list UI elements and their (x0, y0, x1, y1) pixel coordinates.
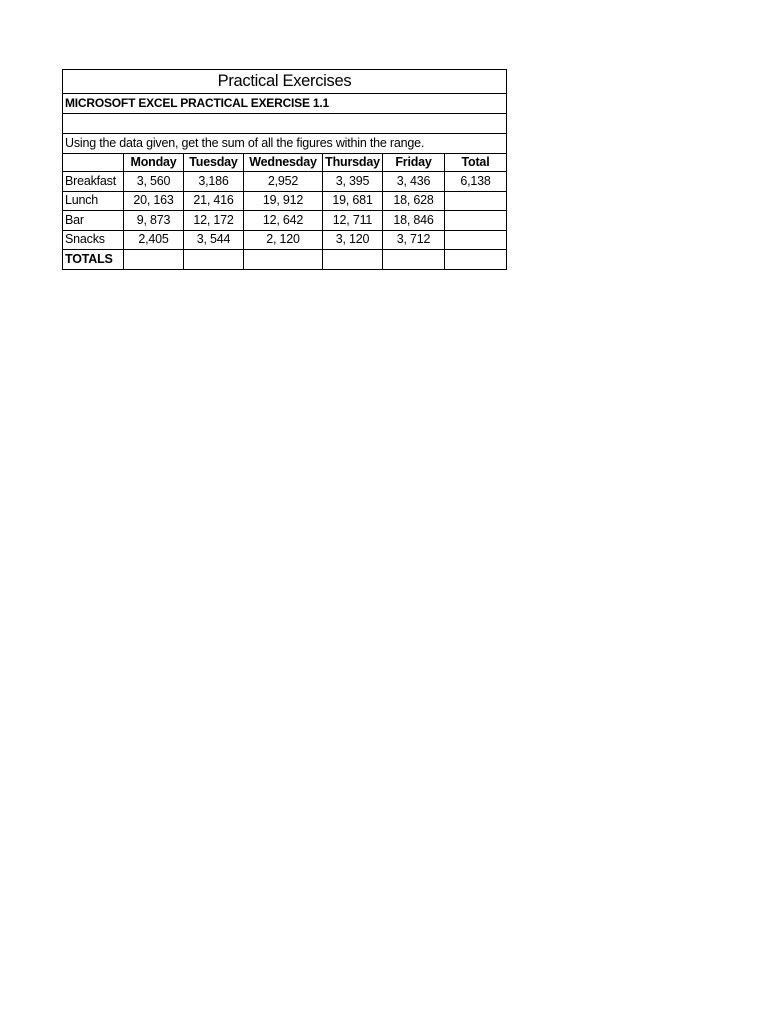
data-cell[interactable] (383, 250, 445, 270)
data-cell[interactable]: 3, 395 (323, 172, 383, 192)
data-cell[interactable]: 3, 712 (383, 230, 445, 250)
data-cell[interactable]: 12, 642 (244, 211, 323, 231)
blank-cell[interactable] (63, 114, 507, 134)
total-cell[interactable] (445, 250, 507, 270)
header-cell-tuesday[interactable]: Tuesday (184, 154, 244, 172)
table-row-lunch (63, 191, 507, 211)
data-cell[interactable] (124, 250, 184, 270)
row-label[interactable]: TOTALS (63, 250, 124, 270)
instruction-row (63, 134, 507, 154)
instruction-text[interactable]: Using the data given, get the sum of all the figures within the range. (63, 134, 507, 154)
table-row-totals (63, 250, 507, 270)
row-label[interactable]: Breakfast (63, 172, 124, 192)
data-cell[interactable]: 3,186 (184, 172, 244, 192)
header-row (63, 154, 507, 172)
data-cell[interactable]: 3, 544 (184, 230, 244, 250)
sheet-title[interactable]: Practical Exercises (63, 70, 507, 94)
total-cell[interactable] (445, 211, 507, 231)
table-row-bar (63, 211, 507, 231)
title-row (63, 70, 507, 94)
data-cell[interactable]: 18, 846 (383, 211, 445, 231)
row-label[interactable]: Snacks (63, 230, 124, 250)
data-cell[interactable]: 2, 120 (244, 230, 323, 250)
table-row-snacks (63, 230, 507, 250)
total-cell[interactable]: 6,138 (445, 172, 507, 192)
row-label[interactable]: Lunch (63, 191, 124, 211)
subtitle-row (63, 94, 507, 114)
spreadsheet (62, 69, 506, 270)
data-cell[interactable]: 21, 416 (184, 191, 244, 211)
data-cell[interactable]: 18, 628 (383, 191, 445, 211)
header-cell-wednesday[interactable]: Wednesday (244, 154, 323, 172)
table-row-breakfast (63, 172, 507, 192)
row-label[interactable]: Bar (63, 211, 124, 231)
sheet-subtitle[interactable]: MICROSOFT EXCEL PRACTICAL EXERCISE 1.1 (63, 94, 507, 114)
header-cell-total[interactable]: Total (445, 154, 507, 172)
data-cell[interactable] (323, 250, 383, 270)
data-cell[interactable] (244, 250, 323, 270)
header-cell-friday[interactable]: Friday (383, 154, 445, 172)
data-cell[interactable]: 3, 120 (323, 230, 383, 250)
data-cell[interactable]: 20, 163 (124, 191, 184, 211)
exercise-table (62, 69, 507, 270)
header-cell-thursday[interactable]: Thursday (323, 154, 383, 172)
data-cell[interactable] (184, 250, 244, 270)
header-cell-monday[interactable]: Monday (124, 154, 184, 172)
blank-row (63, 114, 507, 134)
data-cell[interactable]: 3, 560 (124, 172, 184, 192)
data-cell[interactable]: 2,405 (124, 230, 184, 250)
data-cell[interactable]: 9, 873 (124, 211, 184, 231)
data-cell[interactable]: 2,952 (244, 172, 323, 192)
total-cell[interactable] (445, 230, 507, 250)
data-cell[interactable]: 3, 436 (383, 172, 445, 192)
data-cell[interactable]: 19, 681 (323, 191, 383, 211)
data-cell[interactable]: 19, 912 (244, 191, 323, 211)
header-cell-corner[interactable] (63, 154, 124, 172)
data-cell[interactable]: 12, 172 (184, 211, 244, 231)
total-cell[interactable] (445, 191, 507, 211)
data-cell[interactable]: 12, 711 (323, 211, 383, 231)
